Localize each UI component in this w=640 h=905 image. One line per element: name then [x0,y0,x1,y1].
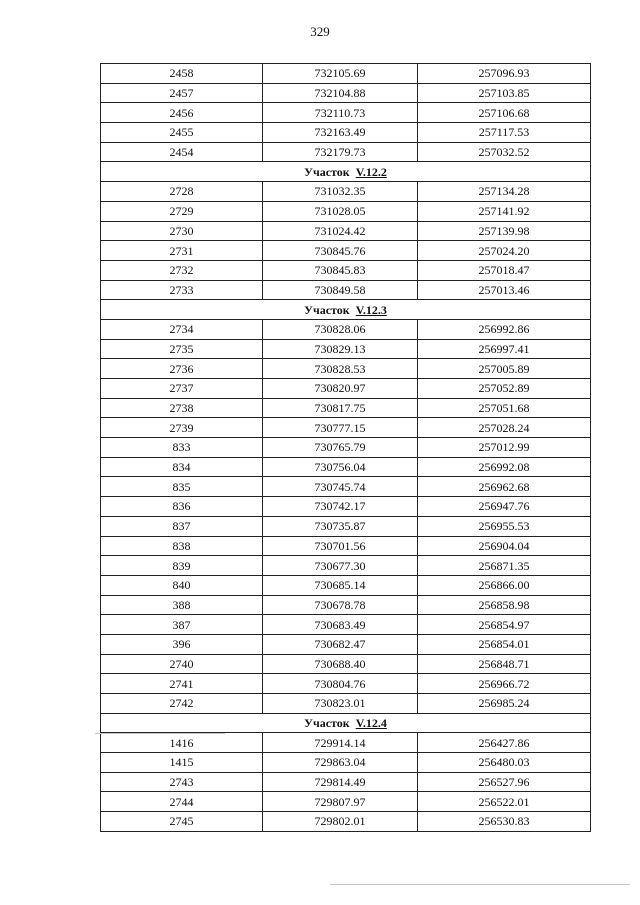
x-coordinate-cell: 730677.30 [263,556,418,576]
x-coordinate-cell: 729802.01 [263,812,418,832]
y-coordinate-cell: 257028.24 [418,418,591,438]
y-coordinate-cell: 256530.83 [418,812,591,832]
point-number-cell: 2737 [101,379,263,399]
table-row [101,792,591,812]
x-coordinate-cell: 730682.47 [263,634,418,654]
x-coordinate-cell: 730745.74 [263,477,418,497]
x-coordinate-cell: 729863.04 [263,753,418,773]
y-coordinate-cell: 257117.53 [418,123,591,143]
x-coordinate-cell: 730685.14 [263,575,418,595]
x-coordinate-cell: 730849.58 [263,280,418,300]
table-row [101,359,591,379]
point-number-cell: 2454 [101,142,263,162]
point-number-cell: 840 [101,575,263,595]
table-row [101,595,591,615]
point-number-cell: 2739 [101,418,263,438]
y-coordinate-cell: 257024.20 [418,241,591,261]
point-number-cell: 2744 [101,792,263,812]
table-row [101,182,591,202]
section-label: Участок [304,164,350,179]
x-coordinate-cell: 732105.69 [263,64,418,84]
x-coordinate-cell: 730804.76 [263,674,418,694]
y-coordinate-cell: 256947.76 [418,497,591,517]
table-row [101,536,591,556]
table-row [101,674,591,694]
table-row [101,64,591,84]
x-coordinate-cell: 732179.73 [263,142,418,162]
y-coordinate-cell: 257032.52 [418,142,591,162]
point-number-cell: 1416 [101,733,263,753]
y-coordinate-cell: 257052.89 [418,379,591,399]
x-coordinate-cell: 730828.06 [263,319,418,339]
section-header [101,713,591,733]
x-coordinate-cell: 729814.49 [263,772,418,792]
section-code: V.12.4 [355,716,387,731]
x-coordinate-cell: 730765.79 [263,438,418,458]
section-header-row [101,713,591,733]
point-number-cell: 387 [101,615,263,635]
x-coordinate-cell: 730683.49 [263,615,418,635]
y-coordinate-cell: 257018.47 [418,260,591,280]
point-number-cell: 2728 [101,182,263,202]
scan-artifact-line [330,884,630,885]
section-header-row [101,300,591,320]
point-number-cell: 2733 [101,280,263,300]
y-coordinate-cell: 256992.86 [418,319,591,339]
point-number-cell: 2729 [101,201,263,221]
x-coordinate-cell: 730845.83 [263,260,418,280]
y-coordinate-cell: 256966.72 [418,674,591,694]
y-coordinate-cell: 257103.85 [418,83,591,103]
point-number-cell: 396 [101,634,263,654]
section-header [101,300,591,320]
point-number-cell: 2745 [101,812,263,832]
table-row [101,733,591,753]
x-coordinate-cell: 730678.78 [263,595,418,615]
point-number-cell: 2734 [101,319,263,339]
section-header [101,162,591,182]
y-coordinate-cell: 256992.08 [418,457,591,477]
x-coordinate-cell: 730735.87 [263,516,418,536]
point-number-cell: 2457 [101,83,263,103]
x-coordinate-cell: 730701.56 [263,536,418,556]
section-label: Участок [304,716,350,731]
section-label: Участок [304,302,350,317]
point-number-cell: 2735 [101,339,263,359]
x-coordinate-cell: 730829.13 [263,339,418,359]
y-coordinate-cell: 256866.00 [418,575,591,595]
point-number-cell: 835 [101,477,263,497]
table-row [101,260,591,280]
table-row [101,654,591,674]
x-coordinate-cell: 730828.53 [263,359,418,379]
scan-artifact-line [95,733,225,734]
y-coordinate-cell: 257141.92 [418,201,591,221]
table-row [101,142,591,162]
y-coordinate-cell: 256871.35 [418,556,591,576]
y-coordinate-cell: 257106.68 [418,103,591,123]
table-row [101,241,591,261]
table-row [101,319,591,339]
point-number-cell: 2741 [101,674,263,694]
section-header-row [101,162,591,182]
x-coordinate-cell: 730817.75 [263,398,418,418]
table-row [101,123,591,143]
x-coordinate-cell: 730777.15 [263,418,418,438]
point-number-cell: 2458 [101,64,263,84]
y-coordinate-cell: 256522.01 [418,792,591,812]
y-coordinate-cell: 257012.99 [418,438,591,458]
y-coordinate-cell: 256997.41 [418,339,591,359]
y-coordinate-cell: 256480.03 [418,753,591,773]
x-coordinate-cell: 731032.35 [263,182,418,202]
y-coordinate-cell: 256904.04 [418,536,591,556]
point-number-cell: 2732 [101,260,263,280]
x-coordinate-cell: 732104.88 [263,83,418,103]
y-coordinate-cell: 256962.68 [418,477,591,497]
point-number-cell: 834 [101,457,263,477]
x-coordinate-cell: 730756.04 [263,457,418,477]
point-number-cell: 2743 [101,772,263,792]
table-row [101,201,591,221]
table-row [101,379,591,399]
x-coordinate-cell: 729807.97 [263,792,418,812]
point-number-cell: 2736 [101,359,263,379]
coordinates-table [100,63,591,832]
y-coordinate-cell: 257139.98 [418,221,591,241]
y-coordinate-cell: 257005.89 [418,359,591,379]
point-number-cell: 2740 [101,654,263,674]
x-coordinate-cell: 731024.42 [263,221,418,241]
y-coordinate-cell: 256858.98 [418,595,591,615]
y-coordinate-cell: 256854.01 [418,634,591,654]
table-row [101,615,591,635]
y-coordinate-cell: 256985.24 [418,694,591,714]
x-coordinate-cell: 731028.05 [263,201,418,221]
x-coordinate-cell: 730688.40 [263,654,418,674]
table-row [101,772,591,792]
point-number-cell: 836 [101,497,263,517]
table-row [101,457,591,477]
table-row [101,556,591,576]
point-number-cell: 1415 [101,753,263,773]
table-row [101,339,591,359]
point-number-cell: 838 [101,536,263,556]
y-coordinate-cell: 256854.97 [418,615,591,635]
table-row [101,398,591,418]
table-row [101,221,591,241]
table-row [101,83,591,103]
y-coordinate-cell: 256527.96 [418,772,591,792]
section-code: V.12.3 [355,302,387,317]
point-number-cell: 2455 [101,123,263,143]
point-number-cell: 2742 [101,694,263,714]
x-coordinate-cell: 730742.17 [263,497,418,517]
y-coordinate-cell: 256848.71 [418,654,591,674]
table-row [101,280,591,300]
x-coordinate-cell: 730845.76 [263,241,418,261]
table-row [101,516,591,536]
table-row [101,418,591,438]
table-row [101,694,591,714]
y-coordinate-cell: 257096.93 [418,64,591,84]
x-coordinate-cell: 729914.14 [263,733,418,753]
y-coordinate-cell: 257134.28 [418,182,591,202]
y-coordinate-cell: 257051.68 [418,398,591,418]
table-row [101,438,591,458]
y-coordinate-cell: 257013.46 [418,280,591,300]
x-coordinate-cell: 732163.49 [263,123,418,143]
page-number: 329 [310,24,330,39]
table-row [101,103,591,123]
point-number-cell: 2738 [101,398,263,418]
x-coordinate-cell: 730823.01 [263,694,418,714]
point-number-cell: 388 [101,595,263,615]
table-row [101,634,591,654]
table-row [101,497,591,517]
point-number-cell: 837 [101,516,263,536]
y-coordinate-cell: 256427.86 [418,733,591,753]
coordinates-table-body [101,64,591,832]
y-coordinate-cell: 256955.53 [418,516,591,536]
table-row [101,477,591,497]
point-number-cell: 839 [101,556,263,576]
point-number-cell: 2456 [101,103,263,123]
point-number-cell: 2730 [101,221,263,241]
table-row [101,575,591,595]
table-row [101,753,591,773]
x-coordinate-cell: 732110.73 [263,103,418,123]
table-row [101,812,591,832]
point-number-cell: 833 [101,438,263,458]
point-number-cell: 2731 [101,241,263,261]
x-coordinate-cell: 730820.97 [263,379,418,399]
section-code: V.12.2 [355,164,387,179]
